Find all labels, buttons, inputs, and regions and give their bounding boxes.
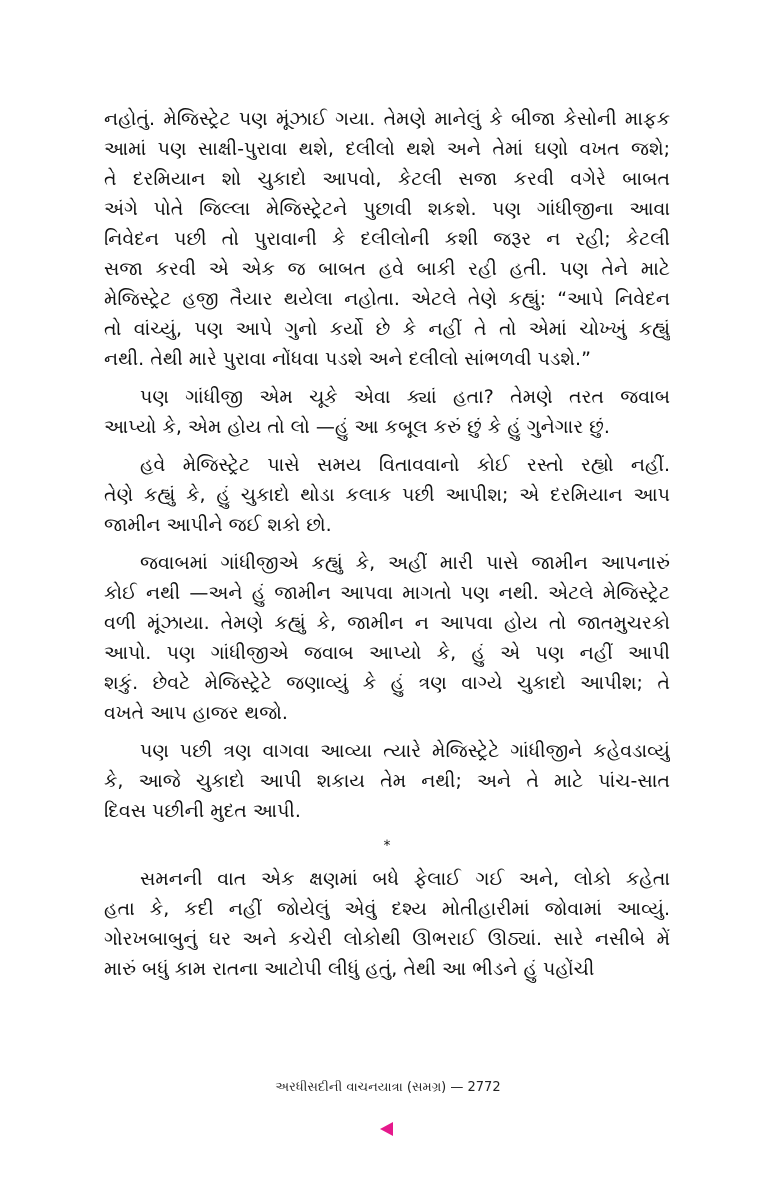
paragraph xyxy=(104,864,670,984)
text-line: હતા કે, કદી નહીં જોયેલું એવું દશ્ય મોતીહારીમાં જોવામાં આવ્યું. xyxy=(104,898,670,920)
paragraph xyxy=(104,104,670,374)
section-separator: * xyxy=(383,838,391,854)
text-line: સમનની વાત એક ક્ષણમાં બધે ફેલાઈ ગઈ અને, લોકો કહેતા xyxy=(140,868,670,890)
paragraph xyxy=(104,382,670,442)
text-line: મેજિસ્ટ્રેટ હજી તૈયાર થયેલા નહોતા. એટલે તેણે કહ્યું: “આપે નિવેદન xyxy=(104,288,670,310)
body-text xyxy=(104,104,670,992)
text-line: કોઈ નથી —અને હું જામીન આપવા માગતો પણ નથી. એટલે મેજિસ્ટ્રેટ xyxy=(104,582,670,604)
paragraph xyxy=(104,736,670,826)
text-line: પણ ગાંધીજી એમ ચૂકે એવા ક્યાં હતા? તેમણે તરત જવાબ xyxy=(140,386,670,408)
text-line: તે દરમિયાન શો ચુકાદો આપવો, કેટલી સજા કરવી વગેરે બાબત xyxy=(104,168,670,190)
footer-text: અરધીસદીની વાચનયાત્રા (સમગ્ર) — 2772 xyxy=(275,1080,501,1095)
text-line: અંગે પોતે જિલ્લા મેજિસ્ટ્રેટને પુછાવી શકશે. પણ ગાંધીજીના આવા xyxy=(104,198,670,220)
text-line: નથી. તેથી મારે પુરાવા નોંધવા પડશે અને દલીલો સાંભળવી પડશે.” xyxy=(104,348,591,370)
text-line: જવાબમાં ગાંધીજીએ કહ્યું કે, અહીં મારી પાસે જામીન આપનારું xyxy=(140,552,670,574)
text-line: હવે મેજિસ્ટ્રેટ પાસે સમય વિતાવવાનો કોઈ રસ્તો રહ્યો નહીં. xyxy=(140,454,670,476)
text-line: કે, આજે ચુકાદો આપી શકાય તેમ નથી; અને તે માટે પાંચ-સાત xyxy=(104,770,670,792)
text-line: મારું બધું કામ રાતના આટોપી લીધું હતું, તેથી આ ભીડને હું પહોંચી xyxy=(104,958,595,980)
text-line: આપો. પણ ગાંધીજીએ જવાબ આપ્યો કે, હું એ પણ નહીં આપી xyxy=(104,642,670,664)
text-line: ગોરખબાબુનું ઘર અને કચેરી લોકોથી ઊભરાઈ ઊઠ્યાં. સારે નસીબે મેં xyxy=(104,928,670,950)
text-line: નહોતું. મેજિસ્ટ્રેટ પણ મૂંઝાઈ ગયા. તેમણે માનેલું કે બીજા કેસોની માફક xyxy=(104,108,670,130)
text-line: શકું. છેવટે મેજિસ્ટ્રેટે જણાવ્યું કે હું ત્રણ વાગ્યે ચુકાદો આપીશ; તે xyxy=(104,672,670,694)
paragraph xyxy=(104,450,670,540)
text-line: પણ પછી ત્રણ વાગવા આવ્યા ત્યારે મેજિસ્ટ્રેટે ગાંધીજીને કહેવડાવ્યું xyxy=(140,740,670,762)
text-line: દિવસ પછીની મુદત આપી. xyxy=(104,800,301,822)
text-line: તો વાંચ્યું, પણ આપે ગુનો કર્યો છે કે નહીં તે તો એમાં ચોખ્ખું કહ્યું xyxy=(104,318,670,340)
text-line: તેણે કહ્યું કે, હું ચુકાદો થોડા કલાક પછી આપીશ; એ દરમિયાન આપ xyxy=(104,484,670,506)
text-line: સજા કરવી એ એક જ બાબત હવે બાકી રહી હતી. પણ તેને માટે xyxy=(104,258,670,280)
text-line: આમાં પણ સાક્ષી-પુરાવા થશે, દલીલો થશે અને તેમાં ઘણો વખત જશે; xyxy=(104,138,670,160)
paragraph xyxy=(104,548,670,728)
text-line: આપ્યો કે, એમ હોય તો લો —હું આ કબૂલ કરું છું કે હું ગુનેગાર છું. xyxy=(104,416,610,438)
text-line: વખતે આપ હાજર થજો. xyxy=(104,702,288,724)
text-line: નિવેદન પછી તો પુરાવાની કે દલીલોની કશી જરૂર ન રહી; કેટલી xyxy=(104,228,670,250)
prev-page-arrow-icon[interactable] xyxy=(380,1122,393,1136)
text-line: જામીન આપીને જઈ શકો છો. xyxy=(104,514,332,536)
page-footer xyxy=(0,1080,776,1095)
text-line: વળી મૂંઝાયા. તેમણે કહ્યું કે, જામીન ન આપવા હોય તો જાતમુચરકો xyxy=(104,612,670,634)
